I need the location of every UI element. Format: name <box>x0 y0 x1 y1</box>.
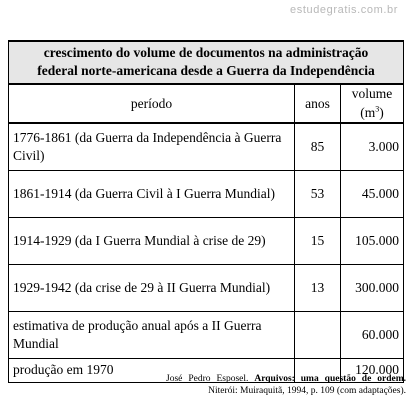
source-citation <box>166 374 406 398</box>
header-period: período <box>9 84 295 122</box>
cell-period: 1861-1914 (da Guerra Civil à I Guerra Mundial) <box>9 170 295 217</box>
citation-author: José Pedro Esposel. <box>166 374 249 384</box>
cell-years <box>295 311 341 358</box>
cell-volume: 60.000 <box>341 311 404 358</box>
cell-volume: 3.000 <box>341 123 404 171</box>
cell-period: 1776-1861 (da Guerra da Independência à Guerra Civil) <box>9 123 295 171</box>
cell-volume: 300.000 <box>341 264 404 311</box>
cell-volume: 45.000 <box>341 170 404 217</box>
citation-publisher: Niterói: Muiraquitã, 1994, p. 109 (com adaptações). <box>208 385 406 396</box>
table-title <box>9 41 404 84</box>
header-years: anos <box>295 84 341 122</box>
cell-years: 53 <box>295 170 341 217</box>
table-row <box>9 311 404 358</box>
cell-years: 15 <box>295 217 341 264</box>
table-title-line2: federal norte-americana desde a Guerra da Independência <box>37 63 375 79</box>
document-volume-table <box>8 40 407 384</box>
cell-period: estimativa de produção anual após a II Guerra Mundial <box>9 311 295 358</box>
table-title-line1: crescimento do volume de documentos na administração <box>43 45 369 60</box>
cell-years: 85 <box>295 123 341 171</box>
header-volume-sup: 3 <box>375 104 380 114</box>
table-header-row <box>9 84 404 122</box>
table-title-row <box>9 41 404 84</box>
cell-period: 1914-1929 (da I Guerra Mundial à crise de 29) <box>9 217 295 264</box>
table-row <box>9 170 404 217</box>
header-volume-suffix: ) <box>379 104 384 120</box>
table-row <box>9 264 404 311</box>
cell-period: 1929-1942 (da crise de 29 à II Guerra Mundial) <box>9 264 295 311</box>
cell-volume: 105.000 <box>341 217 404 264</box>
table-row <box>9 123 404 171</box>
header-volume <box>341 84 404 122</box>
cell-volume: 120.000 <box>341 358 404 382</box>
cell-period: produção em 1970 <box>9 358 295 382</box>
header-volume-prefix: volume (m <box>351 86 393 120</box>
table-row <box>9 217 404 264</box>
citation-title: Arquivos: uma questão de ordem. <box>254 374 407 384</box>
watermark: estudegratis.com.br <box>290 4 398 16</box>
cell-years: 13 <box>295 264 341 311</box>
